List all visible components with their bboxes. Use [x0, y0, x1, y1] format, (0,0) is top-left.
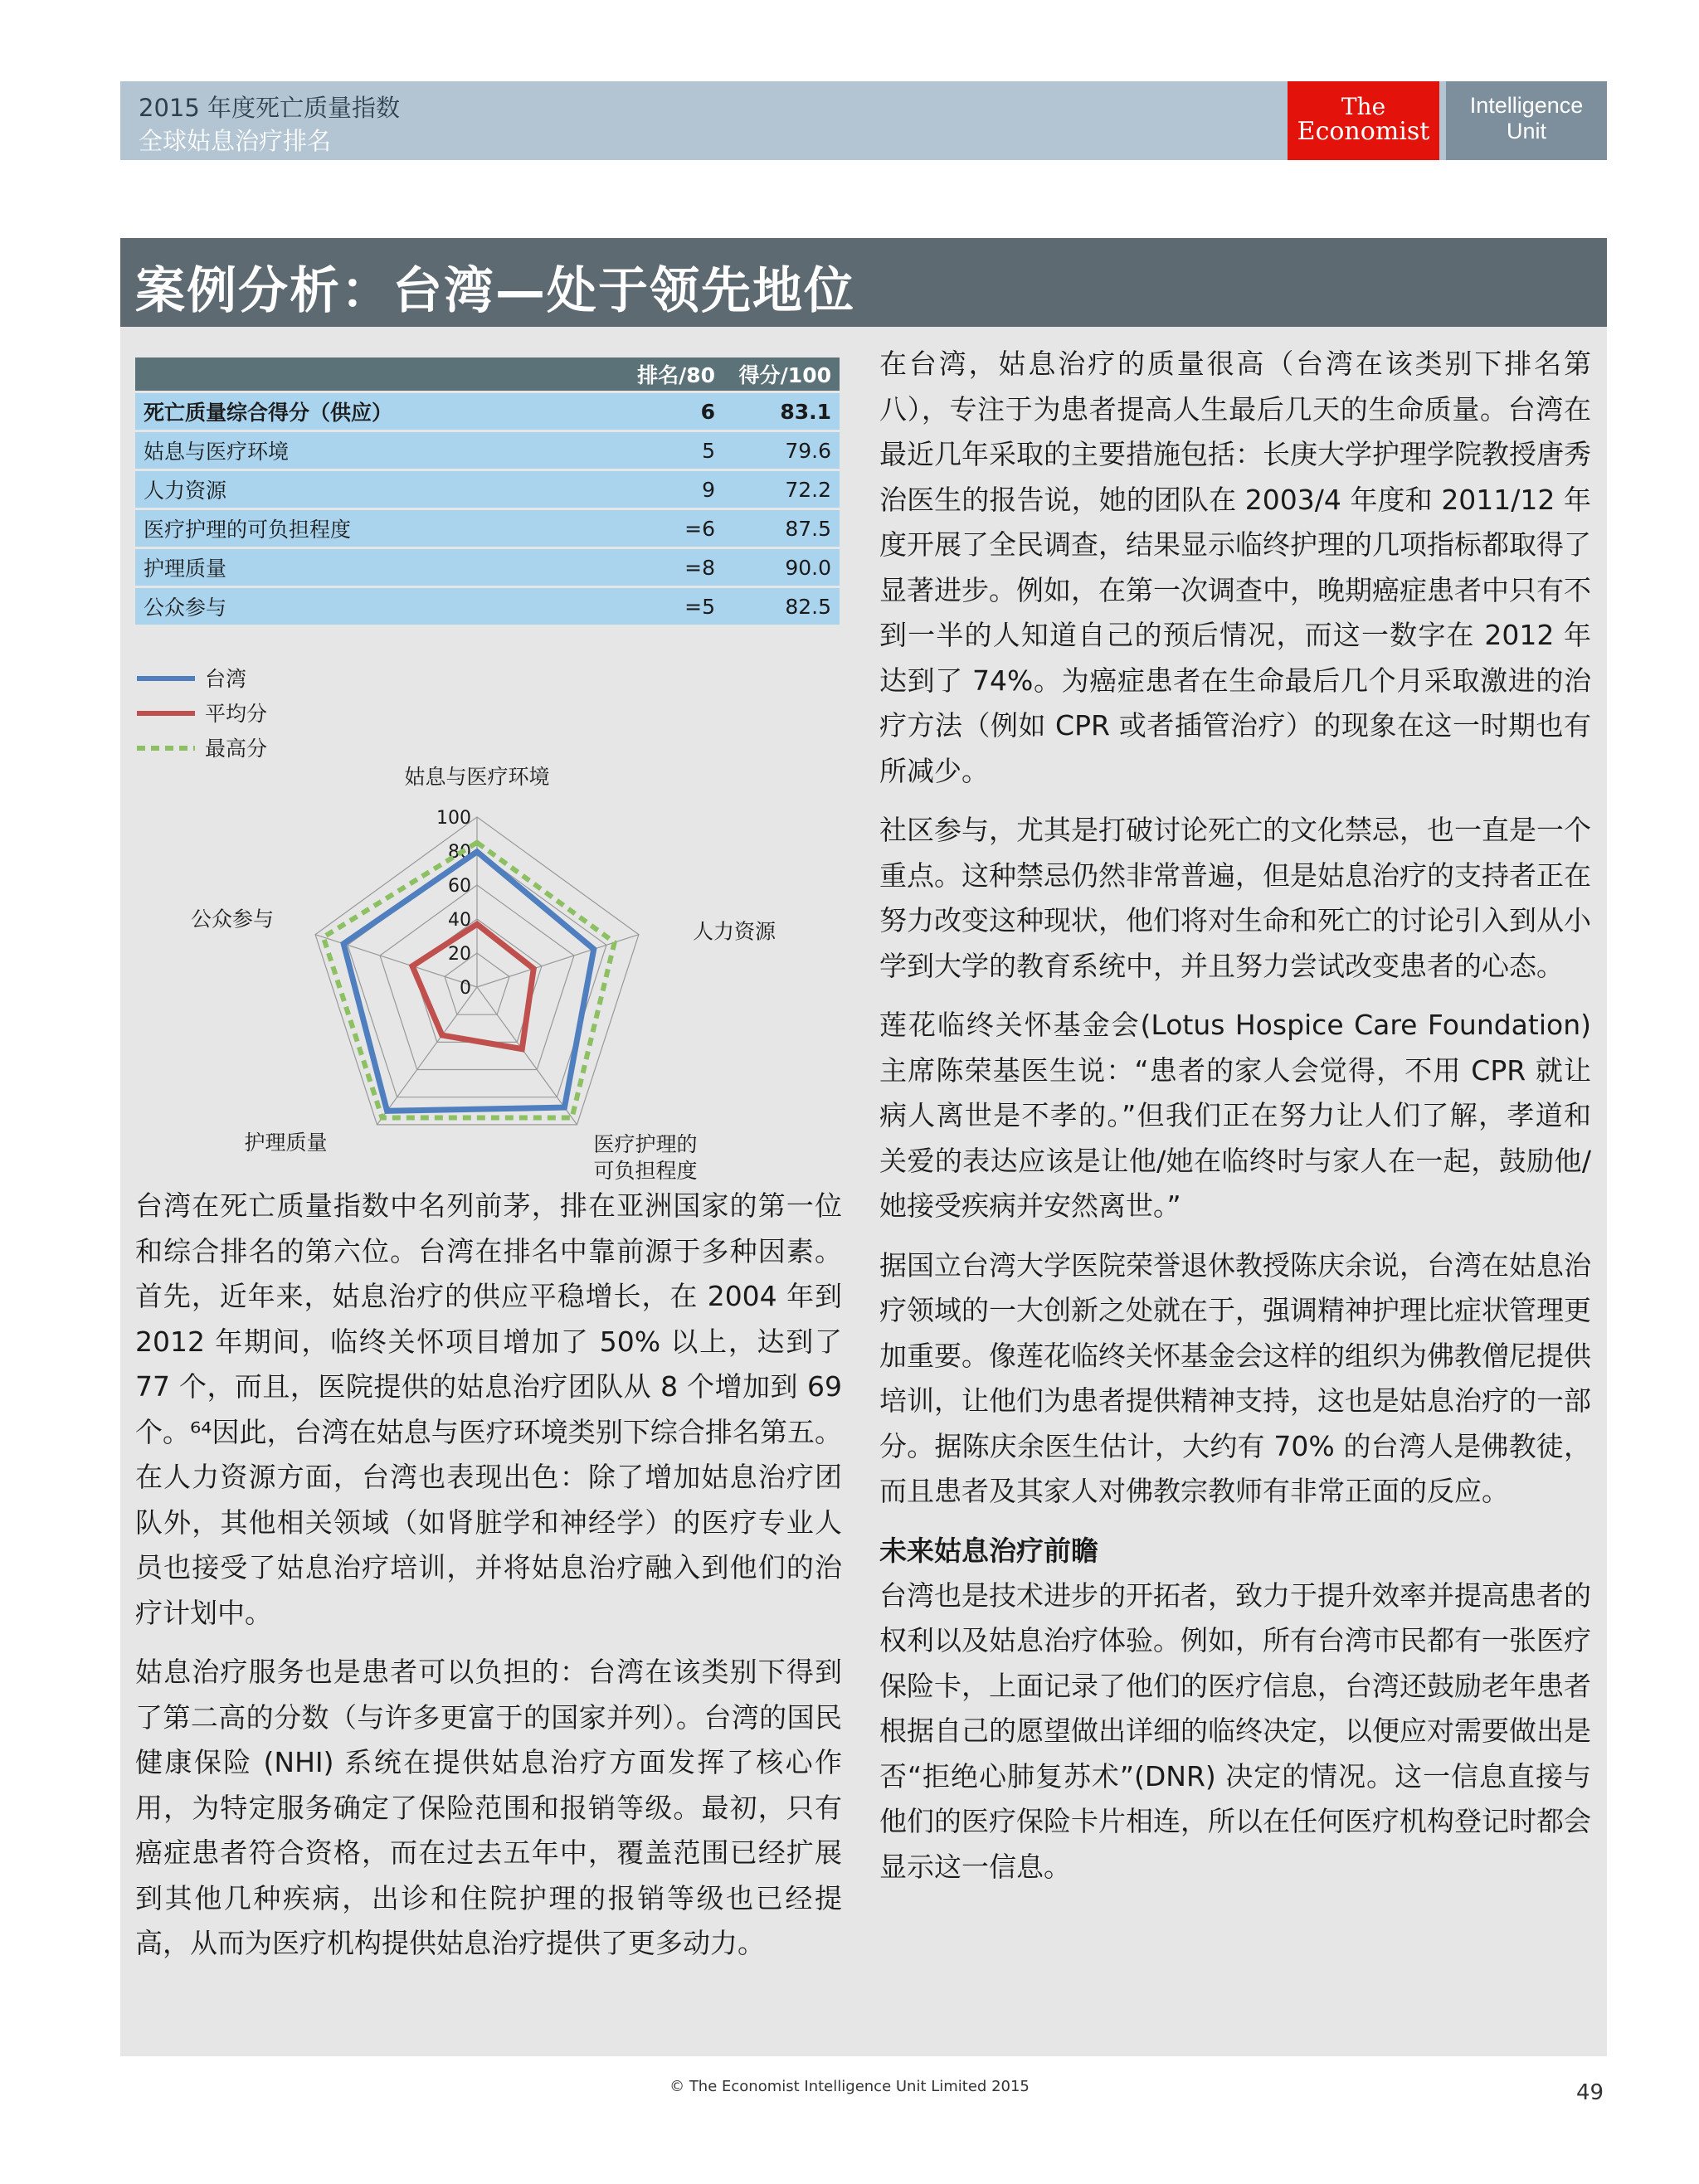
table-row [135, 432, 840, 469]
body-paragraph: 台湾在死亡质量指数中名列前茅，排在亚洲国家的第一位和综合排名的第六位。台湾在排名中靠前源于多种因素。首先，近年来，姑息治疗的供应平稳增长，在 2004 年到 2012 年期间，临终关怀项目增加了 50% 以上，达到了 77 个，而且，医院提供的姑息治疗团队从 8 个增加到 69 个。⁶⁴因此，台湾在姑息与医疗环境类别下综合排名第五。在人力资源方面，台湾也表现出色：除了增加姑息治疗团队外，其他相关领域（如肾脏学和神经学）的医疗专业人员也接受了姑息治疗培训，并将姑息治疗融入到他们的治疗计划中。 [135, 1189, 842, 1629]
logo-unit: Unit [1506, 119, 1546, 143]
table-row [135, 471, 840, 508]
right-column [879, 342, 1591, 1904]
row-label: 死亡质量综合得分（供应） [135, 393, 591, 430]
report-subtitle: 全球姑息治疗排名 [139, 127, 332, 155]
logo-the: The [1341, 93, 1386, 120]
case-study-title: 案例分析：台湾—处于领先地位 [135, 262, 855, 320]
logo-intelligence: Intelligence [1469, 93, 1584, 118]
row-rank: 6 [591, 393, 723, 430]
row-rank: 9 [591, 471, 723, 508]
row-label: 护理质量 [135, 549, 591, 586]
header-score: 得分/100 [723, 358, 840, 391]
row-rank: =5 [591, 588, 723, 625]
radar-axis-label: 公众参与 [191, 907, 275, 931]
case-study-title-bar [120, 238, 1607, 327]
score-table-header [135, 358, 840, 391]
radar-axis-label: 可负担程度 [593, 1158, 698, 1183]
radar-axis-label: 医疗护理的 [593, 1131, 698, 1156]
radar-spoke [377, 987, 477, 1125]
table-row [135, 588, 840, 625]
section-subheading: 未来姑息治疗前瞻 [879, 1534, 1098, 1567]
row-score: 83.1 [723, 393, 840, 430]
body-paragraph: 据国立台湾大学医院荣誉退休教授陈庆余说，台湾在姑息治疗领域的一大创新之处就在于，强调精神护理比症状管理更加重要。像莲花临终关怀基金会这样的组织为佛教僧尼提供培训，让他们为患者提供精神支持，这也是姑息治疗的一部分。据陈庆余医生估计，大约有 70% 的台湾人是佛教徒，而且患者及其家人对佛教宗教师有非常正面的反应。 [879, 1248, 1591, 1507]
legend-label: 台湾 [205, 667, 247, 691]
radar-axis-label: 护理质量 [244, 1130, 328, 1155]
row-label: 姑息与医疗环境 [135, 432, 591, 469]
row-score: 79.6 [723, 432, 840, 469]
radar-tick-label: 20 [448, 944, 471, 965]
row-label: 公众参与 [135, 588, 591, 625]
row-rank: =6 [591, 510, 723, 547]
radar-series-平均分 [412, 924, 533, 1048]
radar-axis-label: 姑息与医疗环境 [404, 765, 550, 789]
header-rank: 排名/80 [591, 358, 723, 391]
logo-economist: Economist [1297, 117, 1430, 146]
radar-tick-label: 60 [448, 876, 471, 897]
table-row [135, 510, 840, 547]
report-title: 2015 年度死亡质量指数 [139, 94, 401, 122]
left-column [135, 1184, 842, 1981]
page-number: 49 [1576, 2080, 1604, 2105]
radar-axis-label: 人力资源 [692, 919, 776, 944]
row-score: 72.2 [723, 471, 840, 508]
body-paragraph: 台湾也是技术进步的开拓者，致力于提升效率并提高患者的权利以及姑息治疗体验。例如，所有台湾市民都有一张医疗保险卡，上面记录了他们的医疗信息，台湾还鼓励老年患者根据自己的愿望做出详细的临终决定，以便应对需要做出是否“拒绝心肺复苏术”(DNR) 决定的情况。这一信息直接与他们的医疗保险卡片相连，所以在任何医疗机构登记时都会显示这一信息。 [879, 1578, 1591, 1883]
header-label [135, 358, 591, 391]
radar-tick-label: 100 [436, 808, 471, 829]
table-row [135, 549, 840, 586]
body-paragraph: 姑息治疗服务也是患者可以负担的：台湾在该类别下得到了第二高的分数（与许多更富于的国家并列）。台湾的国民健康保险 (NHI) 系统在提供姑息治疗方面发挥了核心作用，为特定服务确定了保险范围和报销等级。最初，只有癌症患者符合资格，而在过去五年中，覆盖范围已经扩展到其他几种疾病，出诊和住院护理的报销等级也已经提高，从而为医疗机构提供姑息治疗提供了更多动力。 [135, 1656, 842, 1959]
economist-logo [1288, 81, 1439, 160]
row-score: 87.5 [723, 510, 840, 547]
row-rank: =8 [591, 549, 723, 586]
row-rank: 5 [591, 432, 723, 469]
body-paragraph: 莲花临终关怀基金会(Lotus Hospice Care Foundation) 主席陈荣基医生说：“患者的家人会觉得，不用 CPR 就让病人离世是不孝的。”但我们正在努力让人们了解，孝道和关爱的表达应该是让他/她在临终时与家人在一起，鼓励他/她接受疾病并安然离世。” [879, 1009, 1591, 1222]
copyright-footer: © The Economist Intelligence Unit Limited 2015 [669, 2078, 1030, 2095]
legend-label: 平均分 [205, 702, 268, 726]
row-score: 82.5 [723, 588, 840, 625]
table-row [135, 393, 840, 430]
radar-tick-label: 40 [448, 910, 471, 931]
legend-label: 最高分 [205, 737, 268, 761]
radar-tick-label: 0 [460, 978, 471, 999]
row-label: 医疗护理的可负担程度 [135, 510, 591, 547]
radar-chart [129, 655, 850, 1186]
radar-tick-label: 80 [448, 842, 471, 863]
score-table [135, 355, 840, 627]
row-label: 人力资源 [135, 471, 591, 508]
body-paragraph: 社区参与，尤其是打破讨论死亡的文化禁忌，也一直是一个重点。这种禁忌仍然非常普遍，但是姑息治疗的支持者正在努力改变这种现状，他们将对生命和死亡的讨论引入到从小学到大学的教育系统中，并且努力尝试改变患者的心态。 [879, 814, 1591, 982]
row-score: 90.0 [723, 549, 840, 586]
body-paragraph: 在台湾，姑息治疗的质量很高（台湾在该类别下排名第八），专注于为患者提高人生最后几天的生命质量。台湾在最近几年采取的主要措施包括：长庚大学护理学院教授唐秀治医生的报告说，她的团队在 2003/4 年度和 2011/12 年度开展了全民调查，结果显示临终护理的几项指标都取得了显著进步。例如，在第一次调查中，晚期癌症患者中只有不到一半的人知道自己的预后情况，而这一数字在 2012 年达到了 74%。为癌症患者在生命最后几个月采取激进的治疗方法（例如 CPR 或者插管治疗）的现象在这一时期也有所减少。 [879, 348, 1591, 787]
intelligence-unit-logo [1446, 81, 1607, 160]
